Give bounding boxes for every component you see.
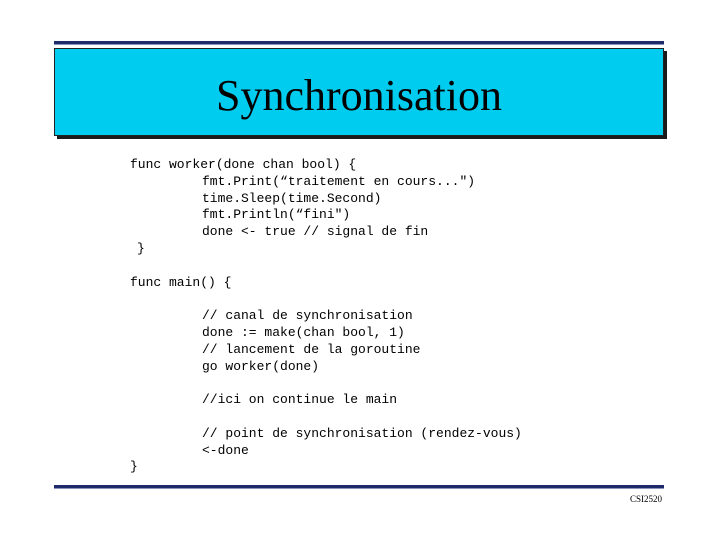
code-line: done := make(chan bool, 1) — [202, 325, 405, 340]
code-line: func worker(done chan bool) { — [130, 157, 357, 172]
code-line: } — [137, 241, 145, 256]
code-line: fmt.Print(“traitement en cours...") — [202, 174, 476, 189]
code-line: // canal de synchronisation — [202, 308, 413, 323]
code-line: <-done — [202, 443, 249, 458]
code-line: done <- true // signal de fin — [202, 224, 429, 239]
code-line: } — [130, 459, 138, 474]
code-line: func main() { — [130, 275, 232, 290]
slide-title: Synchronisation — [216, 70, 502, 120]
code-line: fmt.Println(“fini") — [202, 207, 351, 222]
code-line: go worker(done) — [202, 359, 320, 374]
footer-course-code: CSI2520 — [629, 494, 662, 504]
top-rule — [54, 41, 664, 45]
code-line: // lancement de la goroutine — [202, 342, 421, 357]
code-line: // point de synchronisation (rendez-vous) — [202, 426, 522, 441]
code-line: time.Sleep(time.Second) — [202, 191, 382, 206]
bottom-rule — [54, 485, 664, 489]
code-line: //ici on continue le main — [202, 392, 398, 407]
title-box — [54, 48, 664, 136]
